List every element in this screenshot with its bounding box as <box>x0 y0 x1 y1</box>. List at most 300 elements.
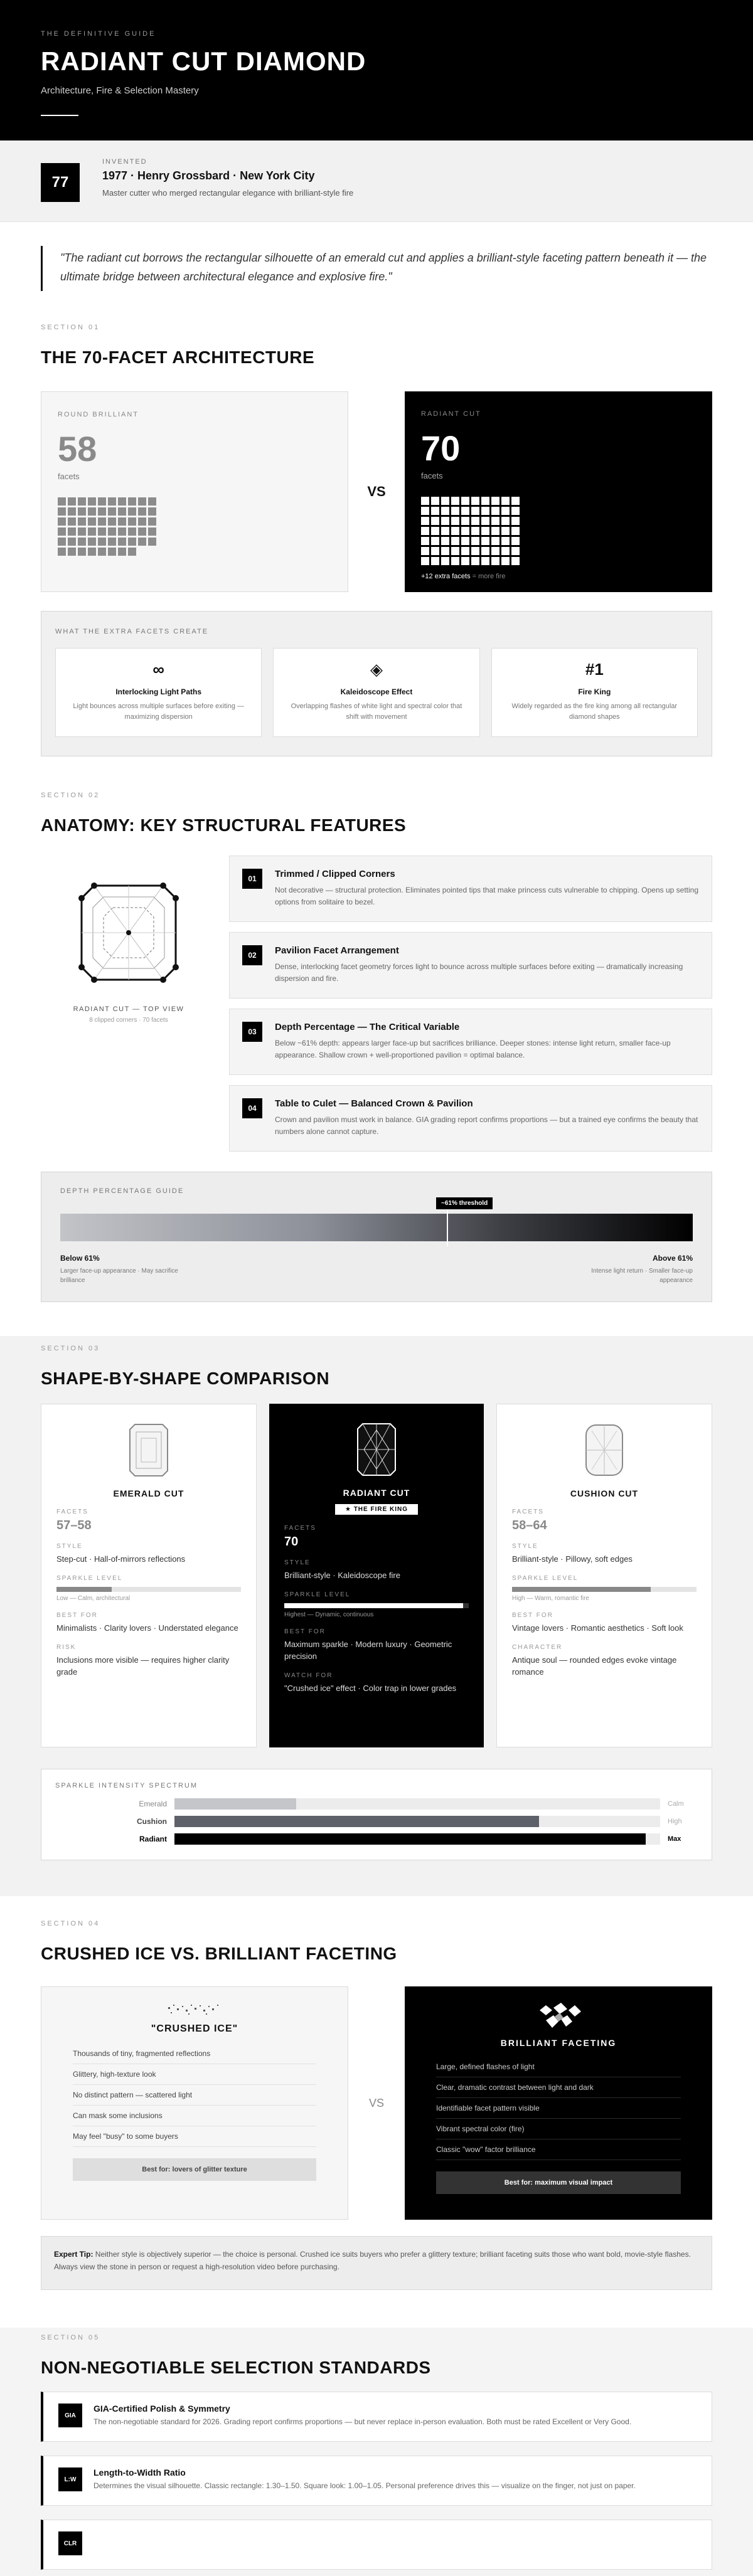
facet-square <box>421 547 429 555</box>
section-facet-architecture <box>0 291 753 756</box>
facet-square <box>108 538 116 546</box>
facet-square <box>471 557 479 565</box>
faceting-comparison <box>41 1986 712 2220</box>
style-key: STYLE <box>284 1559 311 1566</box>
hero-divider <box>41 115 78 116</box>
facet-square <box>491 507 499 515</box>
diagram-subcaption: 8 clipped corners · 70 facets <box>89 1017 168 1024</box>
brilliant-faceting-card <box>405 1986 712 2220</box>
round-facet-count: 58 <box>58 429 97 469</box>
facet-square <box>441 527 449 535</box>
depth-legend-below <box>60 1254 186 1285</box>
facet-square <box>451 507 459 515</box>
facet-square <box>471 497 479 505</box>
facet-square <box>431 537 439 545</box>
item-body <box>275 1098 699 1151</box>
facet-square <box>441 507 449 515</box>
facet-square <box>148 517 156 526</box>
facet-square <box>441 517 449 525</box>
facet-square <box>98 507 106 516</box>
sparkle-spectrum <box>41 1769 712 1860</box>
facet-square <box>148 497 156 506</box>
facet-square <box>451 537 459 545</box>
facet-comparison <box>41 391 712 592</box>
facets-key: FACETS <box>512 1508 544 1515</box>
cushion-shape-icon <box>584 1423 624 1477</box>
extra-card-desc: Widely regarded as the fire king among all rectangular diamond shapes <box>511 702 678 721</box>
facet-square <box>491 517 499 525</box>
facet-square <box>68 517 76 526</box>
spectrum-bar <box>174 1833 646 1845</box>
facet-square <box>501 547 510 555</box>
standard-body <box>93 2404 631 2426</box>
facet-square <box>118 527 126 536</box>
item-title: Trimmed / Clipped Corners <box>275 869 395 879</box>
facet-square <box>481 557 489 565</box>
facet-square <box>88 517 96 526</box>
facet-square <box>78 507 86 516</box>
facet-square <box>58 538 66 546</box>
intro-quote: "The radiant cut borrows the rectangular silhouette of an emerald cut and applies a brilliant-style faceting pattern beneath it — the ultimate bridge between architectural elegance and explosive fire." <box>41 246 712 291</box>
comparison-cards <box>41 1404 712 1747</box>
item-desc: Not decorative — structural protection. Eliminates pointed tips that make princess cuts vulnerable to chipping. Opens up setting options from solitaire to bezel. <box>275 886 699 906</box>
facet-square <box>461 497 469 505</box>
facet-square <box>108 517 116 526</box>
list-item: No distinct pattern — scattered light <box>73 2085 316 2106</box>
standard-badge: CLR <box>58 2531 82 2555</box>
depth-gradient-bar <box>60 1200 693 1241</box>
facet-square <box>491 557 499 565</box>
item-desc: Dense, interlocking facet geometry forces light to bounce across multiple surfaces before exiting — dramatically increasing dispersion and fire. <box>275 962 683 983</box>
radiant-outline-icon <box>69 873 188 992</box>
facet-square <box>461 507 469 515</box>
spectrum-bar <box>174 1816 539 1827</box>
spectrum-name: Emerald <box>139 1799 167 1808</box>
facet-square <box>128 538 136 546</box>
facet-square <box>501 557 510 565</box>
item-number: 03 <box>242 1022 262 1042</box>
facet-square <box>511 557 520 565</box>
card-name: CUSHION CUT <box>570 1488 639 1498</box>
facet-square <box>98 548 106 556</box>
facet-square <box>471 507 479 515</box>
style-value: Step-cut · Hall-of-mirrors reflections <box>56 1554 186 1564</box>
spectrum-track <box>174 1816 660 1827</box>
facet-square <box>431 497 439 505</box>
list-item: Clear, dramatic contrast between light and dark <box>436 2077 681 2098</box>
style-key: STYLE <box>512 1543 538 1550</box>
round-unit: facets <box>58 472 80 481</box>
best-key: BEST FOR <box>284 1628 326 1635</box>
fire-king-badge: ★ THE FIRE KING <box>335 1504 418 1515</box>
invented-label: INVENTED <box>102 158 147 166</box>
item-title: Table to Culet — Balanced Crown & Pavilion <box>275 1098 473 1109</box>
facet-square <box>501 527 510 535</box>
character-value: Antique soul — rounded edges evoke vintage romance <box>512 1655 677 1677</box>
crushed-ice-title: "CRUSHED ICE" <box>151 2023 238 2034</box>
facet-square <box>461 527 469 535</box>
round-label: ROUND BRILLIANT <box>58 411 139 418</box>
brilliant-faceting-list <box>436 2057 681 2160</box>
facet-square <box>491 547 499 555</box>
facet-square <box>58 517 66 526</box>
best-value: Vintage lovers · Romantic aesthetics · Soft look <box>512 1623 683 1633</box>
facet-square <box>118 507 126 516</box>
facet-square <box>68 538 76 546</box>
character-key: CHARACTER <box>512 1644 563 1651</box>
style-value: Brilliant-style · Kaleidoscope fire <box>284 1571 400 1580</box>
facet-square <box>88 548 96 556</box>
facet-square <box>98 527 106 536</box>
facets-value: 70 <box>284 1535 299 1549</box>
standard-desc: Determines the visual silhouette. Classic rectangle: 1.30–1.50. Square look: 1.00–1.05. Personal preference drives this — visualize on the finger, not just on paper. <box>93 2481 636 2490</box>
page-title: RADIANT CUT DIAMOND <box>41 46 366 76</box>
emerald-shape-icon <box>129 1423 169 1477</box>
spectrum-label: SPARKLE INTENSITY SPECTRUM <box>55 1782 198 1789</box>
diamond-icon: ◈ <box>370 660 383 679</box>
above-desc: Intense light return · Smaller face-up appearance <box>591 1268 693 1284</box>
item-desc: Crown and pavilion must work in balance. GIA grading report confirms proportions — but a trained eye confirms the beauty that numbers alone cannot capture. <box>275 1115 698 1136</box>
list-item <box>229 1009 712 1075</box>
facet-square <box>421 517 429 525</box>
sparkle-fill <box>284 1603 463 1608</box>
depth-guide-label: DEPTH PERCENTAGE GUIDE <box>60 1187 184 1195</box>
best-key: BEST FOR <box>56 1612 98 1619</box>
extra-card-title: Kaleidoscope Effect <box>340 687 413 696</box>
facet-square <box>441 547 449 555</box>
list-item: Glittery, high-texture look <box>73 2064 316 2085</box>
risk-key: RISK <box>56 1644 77 1651</box>
brilliant-facets-icon <box>527 2001 590 2033</box>
sparkle-fill <box>512 1587 651 1592</box>
sparkle-key: SPARKLE LEVEL <box>56 1575 123 1582</box>
list-item: Can mask some inclusions <box>73 2106 316 2126</box>
facet-square <box>128 527 136 536</box>
radiant-unit: facets <box>421 471 443 480</box>
hero-kicker: THE DEFINITIVE GUIDE <box>41 30 156 38</box>
facet-square <box>58 548 66 556</box>
facet-square <box>108 507 116 516</box>
facet-square <box>421 497 429 505</box>
facet-square <box>441 537 449 545</box>
standard-body <box>93 2467 636 2490</box>
item-body <box>275 869 699 921</box>
item-number: 04 <box>242 1098 262 1118</box>
spectrum-bar <box>174 1798 296 1810</box>
facet-square <box>108 527 116 536</box>
facets-value: 57–58 <box>56 1519 92 1532</box>
facet-square <box>88 507 96 516</box>
crushed-ice-list <box>73 2043 316 2147</box>
extra-facets-text: +12 extra facets <box>421 573 471 580</box>
spectrum-row-emerald <box>55 1798 698 1810</box>
anatomy-layout <box>41 856 712 1162</box>
spectrum-tag: Calm <box>668 1800 684 1808</box>
best-value: Maximum sparkle · Modern luxury · Geometric precision <box>284 1640 452 1661</box>
expert-tip-text: Neither style is objectively superior — the choice is personal. Crushed ice suits buyers who prefer a glittery texture; brilliant faceting suits those who want bold, movie-style flashes. Always view the stone in person or request a high-resolution video before purchasing. <box>54 2250 691 2271</box>
diagram-caption: RADIANT CUT — TOP VIEW <box>73 1005 184 1013</box>
invented-bar <box>0 140 753 222</box>
facet-square <box>118 497 126 506</box>
facet-square <box>78 548 86 556</box>
invented-year-badge: 77 <box>41 163 80 202</box>
facet-square <box>58 497 66 506</box>
extra-facets-grid <box>55 648 698 737</box>
round-facet-grid <box>58 497 331 556</box>
section-label: SECTION 05 <box>41 2334 100 2341</box>
radiant-facet-grid <box>421 497 696 565</box>
brilliant-best-for: Best for: maximum visual impact <box>436 2171 681 2194</box>
facet-square <box>98 497 106 506</box>
facet-square <box>481 497 489 505</box>
section-label: SECTION 01 <box>41 324 100 331</box>
item-body <box>275 945 699 998</box>
facets-value: 58–64 <box>512 1519 547 1532</box>
spectrum-row-radiant <box>55 1833 698 1845</box>
list-item: Large, defined flashes of light <box>436 2057 681 2077</box>
extra-card-fire-king <box>491 648 698 737</box>
section-selection-standards <box>0 2328 753 2576</box>
facet-square <box>108 497 116 506</box>
section-crushed-ice <box>0 1896 753 2290</box>
extra-facets-panel <box>41 611 712 756</box>
list-item: Identifiable facet pattern visible <box>436 2098 681 2119</box>
facet-square <box>511 547 520 555</box>
crushed-ice-best-for: Best for: lovers of glitter texture <box>73 2158 316 2181</box>
standard-title: GIA-Certified Polish & Symmetry <box>93 2404 230 2414</box>
facet-square <box>88 527 96 536</box>
spectrum-track <box>174 1833 660 1845</box>
item-title: Depth Percentage — The Critical Variable <box>275 1022 460 1032</box>
facet-square <box>118 548 126 556</box>
list-item: May feel "busy" to some buyers <box>73 2126 316 2147</box>
facet-square <box>481 537 489 545</box>
sparkle-caption: Low — Calm, architectural <box>56 1595 131 1602</box>
facet-square <box>98 517 106 526</box>
facets-key: FACETS <box>56 1508 88 1515</box>
depth-legend-above <box>567 1254 693 1285</box>
standard-badge: L:W <box>58 2467 82 2491</box>
facet-square <box>481 507 489 515</box>
facet-square <box>421 537 429 545</box>
facet-square <box>471 517 479 525</box>
facet-square <box>511 507 520 515</box>
emerald-cut-card <box>41 1404 257 1747</box>
spectrum-row-cushion <box>55 1816 698 1827</box>
facet-square <box>78 527 86 536</box>
sparkle-fill <box>56 1587 112 1592</box>
invented-desc: Master cutter who merged rectangular elegance with brilliant-style fire <box>102 188 354 198</box>
invented-title: 1977 · Henry Grossbard · New York City <box>102 169 315 182</box>
radiant-cut-card <box>269 1404 484 1747</box>
facet-square <box>78 517 86 526</box>
item-desc: Below ~61% depth: appears larger face-up but sacrifices brilliance. Deeper stones: intense light return, smaller face-up appearance. Shallow crown + well-proportioned pavilion = optimal balance. <box>275 1039 671 1059</box>
rank-one-icon: #1 <box>585 660 604 679</box>
vs-label: VS <box>368 2096 384 2109</box>
extra-card-desc: Light bounces across multiple surfaces before exiting — maximizing dispersion <box>73 702 245 721</box>
standard-item-ratio <box>41 2456 712 2506</box>
facet-square <box>481 547 489 555</box>
facet-square <box>481 517 489 525</box>
facet-square <box>58 507 66 516</box>
invented-text <box>102 158 353 198</box>
facet-square <box>118 538 126 546</box>
facet-square <box>431 527 439 535</box>
round-brilliant-card <box>41 391 348 592</box>
facet-square <box>68 527 76 536</box>
facet-square <box>88 497 96 506</box>
facet-square <box>431 557 439 565</box>
risk-value: Inclusions more visible — requires higher clarity grade <box>56 1655 230 1677</box>
facet-square <box>451 547 459 555</box>
facet-square <box>491 537 499 545</box>
list-item <box>229 1085 712 1152</box>
list-item <box>229 932 712 999</box>
list-item: Vibrant spectral color (fire) <box>436 2119 681 2139</box>
hero-header <box>0 0 753 140</box>
spectrum-track <box>174 1798 660 1810</box>
sparkle-bar <box>512 1587 697 1592</box>
facet-square <box>421 527 429 535</box>
facet-square <box>78 497 86 506</box>
facet-square <box>138 527 146 536</box>
standard-desc: The non-negotiable standard for 2026. Grading report confirms proportions — but never replace in-person evaluation. Both must be rated Excellent or Very Good. <box>93 2417 632 2426</box>
facet-square <box>471 537 479 545</box>
sparkle-bar <box>284 1603 469 1608</box>
facet-square <box>471 527 479 535</box>
extra-panel-label: WHAT THE EXTRA FACETS CREATE <box>55 628 209 635</box>
best-key: BEST FOR <box>512 1612 553 1619</box>
radiant-label: RADIANT CUT <box>421 410 481 418</box>
sparkle-bar <box>56 1587 241 1592</box>
facet-square <box>118 517 126 526</box>
facet-square <box>68 507 76 516</box>
facet-square <box>451 557 459 565</box>
infinity-icon: ∞ <box>152 660 164 679</box>
list-item: Classic "wow" factor brilliance <box>436 2139 681 2160</box>
facet-square <box>461 517 469 525</box>
threshold-marker <box>447 1210 448 1246</box>
best-value: Minimalists · Clarity lovers · Understated elegance <box>56 1623 238 1633</box>
spectrum-name: Radiant <box>139 1835 167 1843</box>
crushed-ice-icon <box>163 2002 226 2018</box>
facet-square <box>441 497 449 505</box>
facet-square <box>128 497 136 506</box>
extra-card-kaleidoscope <box>273 648 479 737</box>
above-title: Above 61% <box>652 1254 693 1263</box>
facet-square <box>451 527 459 535</box>
sparkle-caption: High — Warm, romantic fire <box>512 1595 589 1602</box>
facet-square <box>461 537 469 545</box>
facet-square <box>68 497 76 506</box>
radiant-shape-icon <box>356 1423 397 1476</box>
radiant-cut-card <box>405 391 712 592</box>
card-name: RADIANT CUT <box>343 1488 410 1498</box>
section-label: SECTION 04 <box>41 1920 100 1927</box>
facet-square <box>421 507 429 515</box>
facet-square <box>58 527 66 536</box>
expert-tip <box>41 2236 712 2290</box>
facet-square <box>138 507 146 516</box>
facet-square <box>511 517 520 525</box>
section-title: SHAPE-BY-SHAPE COMPARISON <box>41 1369 330 1388</box>
facet-square <box>481 527 489 535</box>
spectrum-rows <box>55 1798 698 1845</box>
threshold-tag: ~61% threshold <box>436 1197 493 1209</box>
facet-square <box>421 557 429 565</box>
spectrum-name: Cushion <box>137 1817 167 1826</box>
section-shape-comparison <box>0 1336 753 1896</box>
facet-square <box>431 507 439 515</box>
facet-square <box>501 537 510 545</box>
facet-square <box>78 538 86 546</box>
facet-square <box>128 548 136 556</box>
section-title: ANATOMY: KEY STRUCTURAL FEATURES <box>41 815 407 835</box>
extra-card-title: Interlocking Light Paths <box>115 687 201 696</box>
facet-square <box>491 527 499 535</box>
sparkle-key: SPARKLE LEVEL <box>512 1575 579 1582</box>
item-body <box>275 1022 699 1074</box>
sparkle-key: SPARKLE LEVEL <box>284 1591 351 1598</box>
facet-square <box>138 497 146 506</box>
facet-square <box>88 538 96 546</box>
list-item <box>229 856 712 922</box>
facet-square <box>511 537 520 545</box>
facet-square <box>98 538 106 546</box>
facet-square <box>148 527 156 536</box>
section-title: THE 70-FACET ARCHITECTURE <box>41 347 315 367</box>
item-number: 01 <box>242 869 262 889</box>
section-label: SECTION 03 <box>41 1345 100 1352</box>
facet-square <box>501 497 510 505</box>
radiant-facet-count: 70 <box>421 428 461 468</box>
facet-square <box>501 507 510 515</box>
extra-card-title: Fire King <box>578 687 611 696</box>
standard-item-color <box>41 2520 712 2570</box>
facet-square <box>431 547 439 555</box>
extra-card-light-paths <box>55 648 262 737</box>
facet-square <box>138 538 146 546</box>
facet-square <box>491 497 499 505</box>
page-subtitle: Architecture, Fire & Selection Mastery <box>41 85 199 96</box>
crushed-ice-card <box>41 1986 348 2220</box>
depth-legend <box>60 1254 693 1285</box>
facet-square <box>108 548 116 556</box>
facet-square <box>501 517 510 525</box>
style-value: Brilliant-style · Pillowy, soft edges <box>512 1554 633 1564</box>
standard-item-gia <box>41 2392 712 2442</box>
section-anatomy <box>0 756 753 1302</box>
section-label: SECTION 02 <box>41 792 100 799</box>
facet-square <box>148 538 156 546</box>
more-fire-text: = more fire <box>470 573 506 580</box>
facet-square <box>128 517 136 526</box>
facet-square <box>441 557 449 565</box>
facet-square <box>461 547 469 555</box>
spectrum-tag: High <box>668 1818 682 1825</box>
standard-badge: GIA <box>58 2404 82 2427</box>
watch-key: WATCH FOR <box>284 1672 333 1679</box>
below-desc: Larger face-up appearance · May sacrifice brilliance <box>60 1268 178 1284</box>
anatomy-list <box>229 856 712 1162</box>
card-name: EMERALD CUT <box>113 1488 184 1498</box>
section-title: NON-NEGOTIABLE SELECTION STANDARDS <box>41 2358 431 2377</box>
radiant-extra-note <box>421 573 696 580</box>
facets-key: FACETS <box>284 1525 316 1532</box>
expert-tip-label: Expert Tip: <box>54 2250 93 2259</box>
list-item: Thousands of tiny, fragmented reflections <box>73 2043 316 2064</box>
item-number: 02 <box>242 945 262 965</box>
